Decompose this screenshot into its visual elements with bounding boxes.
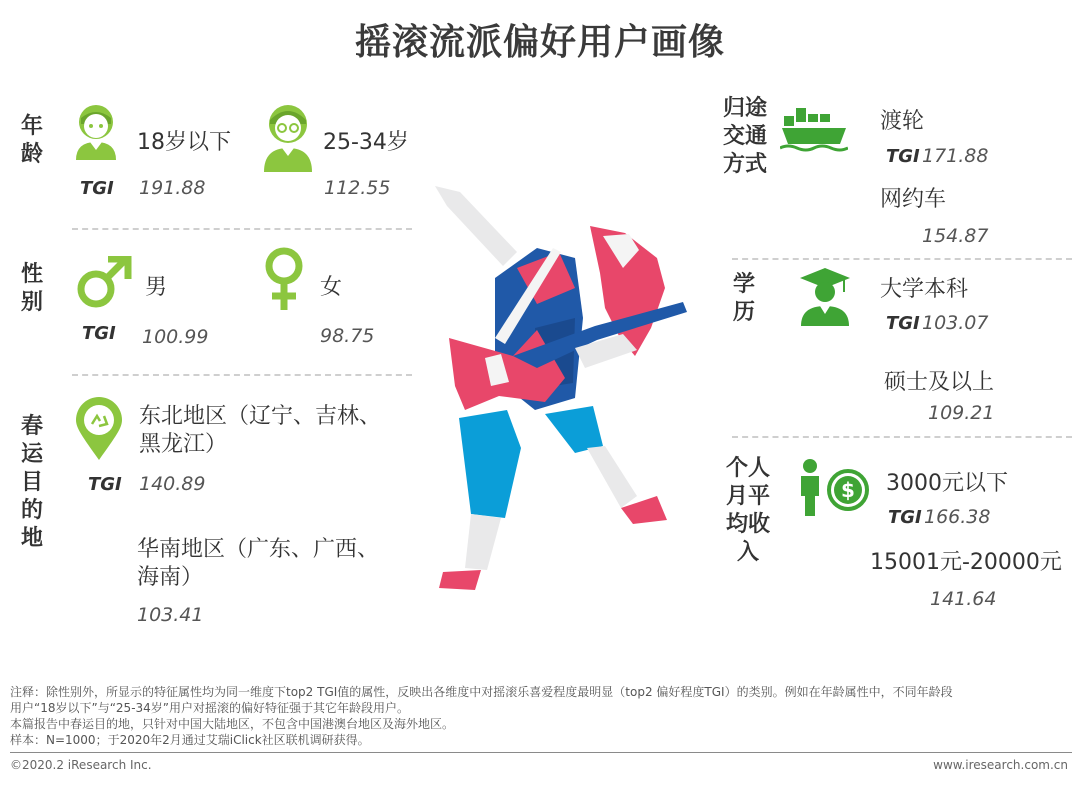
destination-dimension-label: 春运目的地 [20,414,43,551]
page-title: 摇滚流派偏好用户画像 [354,22,725,63]
location-pin-icon [74,396,124,462]
destination-item-2-label-line2: 海南） [137,565,204,590]
transport-item-2-label: 网约车 [880,187,947,212]
gender-dimension-label: 性别 [20,262,43,315]
destination-tgi-label: TGI [88,474,122,495]
age-item-1-value: 191.88 [139,177,206,199]
footer-divider [10,752,1072,753]
male-symbol-icon [74,256,132,310]
note-line-3: 本篇报告中春运目的地，只针对中国大陆地区，不包含中国港澳台地区及海外地区。 [10,717,455,731]
child-avatar-icon [72,102,120,160]
age-item-1-label: 18岁以下 [137,130,231,155]
female-symbol-icon [263,246,305,312]
income-item-1-label: 3000元以下 [886,471,1008,496]
education-tgi-label: TGI [886,313,920,334]
gender-item-2-label: 女 [320,275,343,300]
destination-item-2-label-line1: 华南地区（广东、广西、 [137,537,380,562]
graduate-icon [798,266,852,326]
adult-avatar-icon [262,100,314,172]
transport-item-1-value: 171.88 [922,145,989,167]
destination-item-2-value: 103.41 [137,604,204,626]
note-line-4: 样本：N=1000；于2020年2月通过艾瑞iClick社区联机调研获得。 [10,733,370,747]
gender-item-1-value: 100.99 [142,326,209,348]
transport-item-2-value: 154.87 [922,225,989,247]
gender-tgi-label: TGI [82,323,116,344]
age-item-2-label: 25-34岁 [323,130,409,155]
transport-item-1-label: 渡轮 [880,109,925,134]
income-item-2-label: 15001元-20000元 [870,550,1062,575]
destination-item-1-label-line1: 东北地区（辽宁、吉林、 [139,404,382,429]
svg-text:$: $ [841,478,855,502]
rock-guitarist-illustration [425,178,695,598]
age-tgi-label: TGI [80,178,114,199]
income-dimension-label: 个人月平均收入 [725,456,770,565]
destination-item-1-label-line2: 黑龙江） [139,432,228,457]
income-tgi-label: TGI [888,507,922,528]
person-money-icon [798,458,870,516]
transport-tgi-label: TGI [886,146,920,167]
destination-item-1-value: 140.89 [139,473,206,495]
divider [72,374,412,376]
transport-dimension-label: 归途交通方式 [723,96,768,177]
divider [732,258,1072,260]
website-url: www.iresearch.com.cn [933,758,1068,772]
gender-item-1-label: 男 [145,275,168,300]
education-item-2-label: 硕士及以上 [884,370,995,395]
note-line-2: 用户“18岁以下”与“25-34岁”用户对摇滚的偏好特征强于其它年龄段用户。 [10,701,410,715]
education-item-2-value: 109.21 [928,402,995,424]
divider [732,436,1072,438]
education-item-1-value: 103.07 [922,312,989,334]
copyright-text: ©2020.2 iResearch Inc. [10,758,152,772]
education-dimension-label: 学历 [732,272,755,325]
ship-icon [780,104,848,152]
gender-item-2-value: 98.75 [320,325,375,347]
education-item-1-label: 大学本科 [880,277,969,302]
age-item-2-value: 112.55 [324,177,391,199]
income-item-2-value: 141.64 [930,588,997,610]
age-dimension-label: 年龄 [20,114,43,167]
note-line-1: 注释：除性别外，所显示的特征属性均为同一维度下top2 TGI值的属性，反映出各维度中对摇滚乐喜爱程度最明显（top2 偏好程度TGI）的类别。例如在年龄属性中，不同年龄段 [10,685,953,699]
income-item-1-value: 166.38 [924,506,991,528]
divider [72,228,412,230]
